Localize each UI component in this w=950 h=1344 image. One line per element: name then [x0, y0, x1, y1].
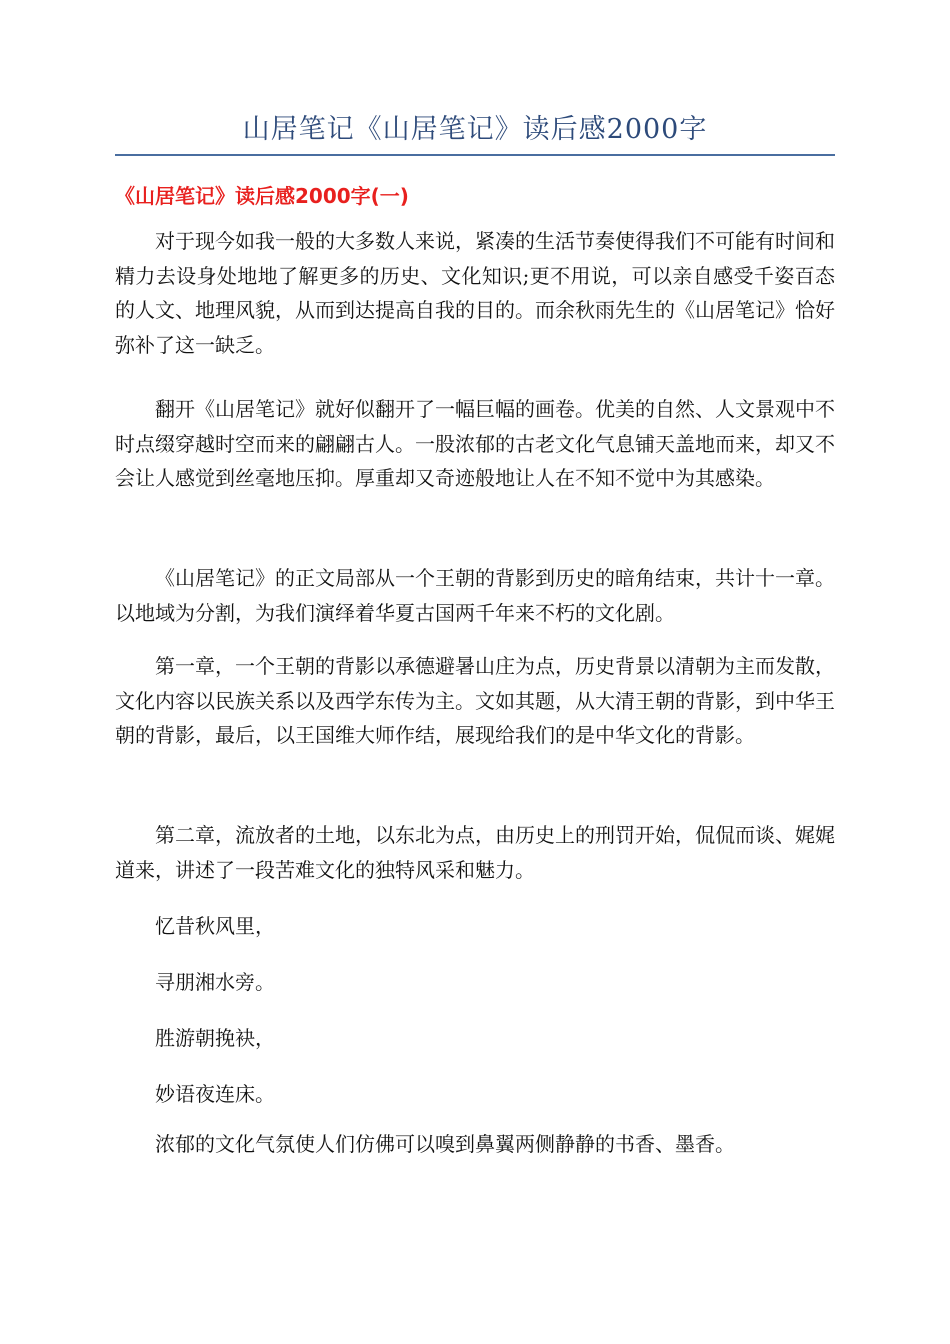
paragraph-5: 第二章，流放者的土地，以东北为点，由历史上的刑罚开始，侃侃而谈、娓娓道来，讲述了一段苦难文化的独特风采和魅力。 [115, 823, 835, 882]
poem-line-2: 寻朋湘水旁。 [155, 970, 275, 994]
paragraph-3: 《山居笔记》的正文局部从一个王朝的背影到历史的暗角结束，共计十一章。以地域为分割，为我们演绎着华夏古国两千年来不朽的文化剧。 [115, 566, 835, 625]
paragraph-2: 翻开《山居笔记》就好似翻开了一幅巨幅的画卷。优美的自然、人文景观中不时点缀穿越时空而来的翩翩古人。一股浓郁的古老文化气息铺天盖地而来，却又不会让人感觉到丝毫地压抑。厚重却又奇迹般地让人在不知不觉中为其感染。 [115, 397, 835, 490]
poem-line-4: 妙语夜连床。 [155, 1082, 275, 1106]
poem-line-1: 忆昔秋风里， [155, 914, 275, 938]
section-heading: 《山居笔记》读后感2000字(一) [115, 184, 409, 208]
title-underline [115, 154, 835, 156]
paragraph-4: 第一章，一个王朝的背影以承德避暑山庄为点，历史背景以清朝为主而发散，文化内容以民族关系以及西学东传为主。文如其题，从大清王朝的背影，到中华王朝的背影，最后，以王国维大师作结，展现给我们的是中华文化的背影。 [115, 654, 835, 747]
paragraph-6: 浓郁的文化气氛使人们仿佛可以嗅到鼻翼两侧静静的书香、墨香。 [155, 1132, 735, 1156]
document-title: 山居笔记《山居笔记》读后感2000字 [242, 114, 708, 145]
paragraph-1: 对于现今如我一般的大多数人来说，紧凑的生活节奏使得我们不可能有时间和精力去设身处地地了解更多的历史、文化知识;更不用说，可以亲自感受千姿百态的人文、地理风貌，从而到达提高自我的目的。而余秋雨先生的《山居笔记》恰好弥补了这一缺乏。 [115, 229, 835, 357]
poem-line-3: 胜游朝挽袂， [155, 1026, 275, 1050]
